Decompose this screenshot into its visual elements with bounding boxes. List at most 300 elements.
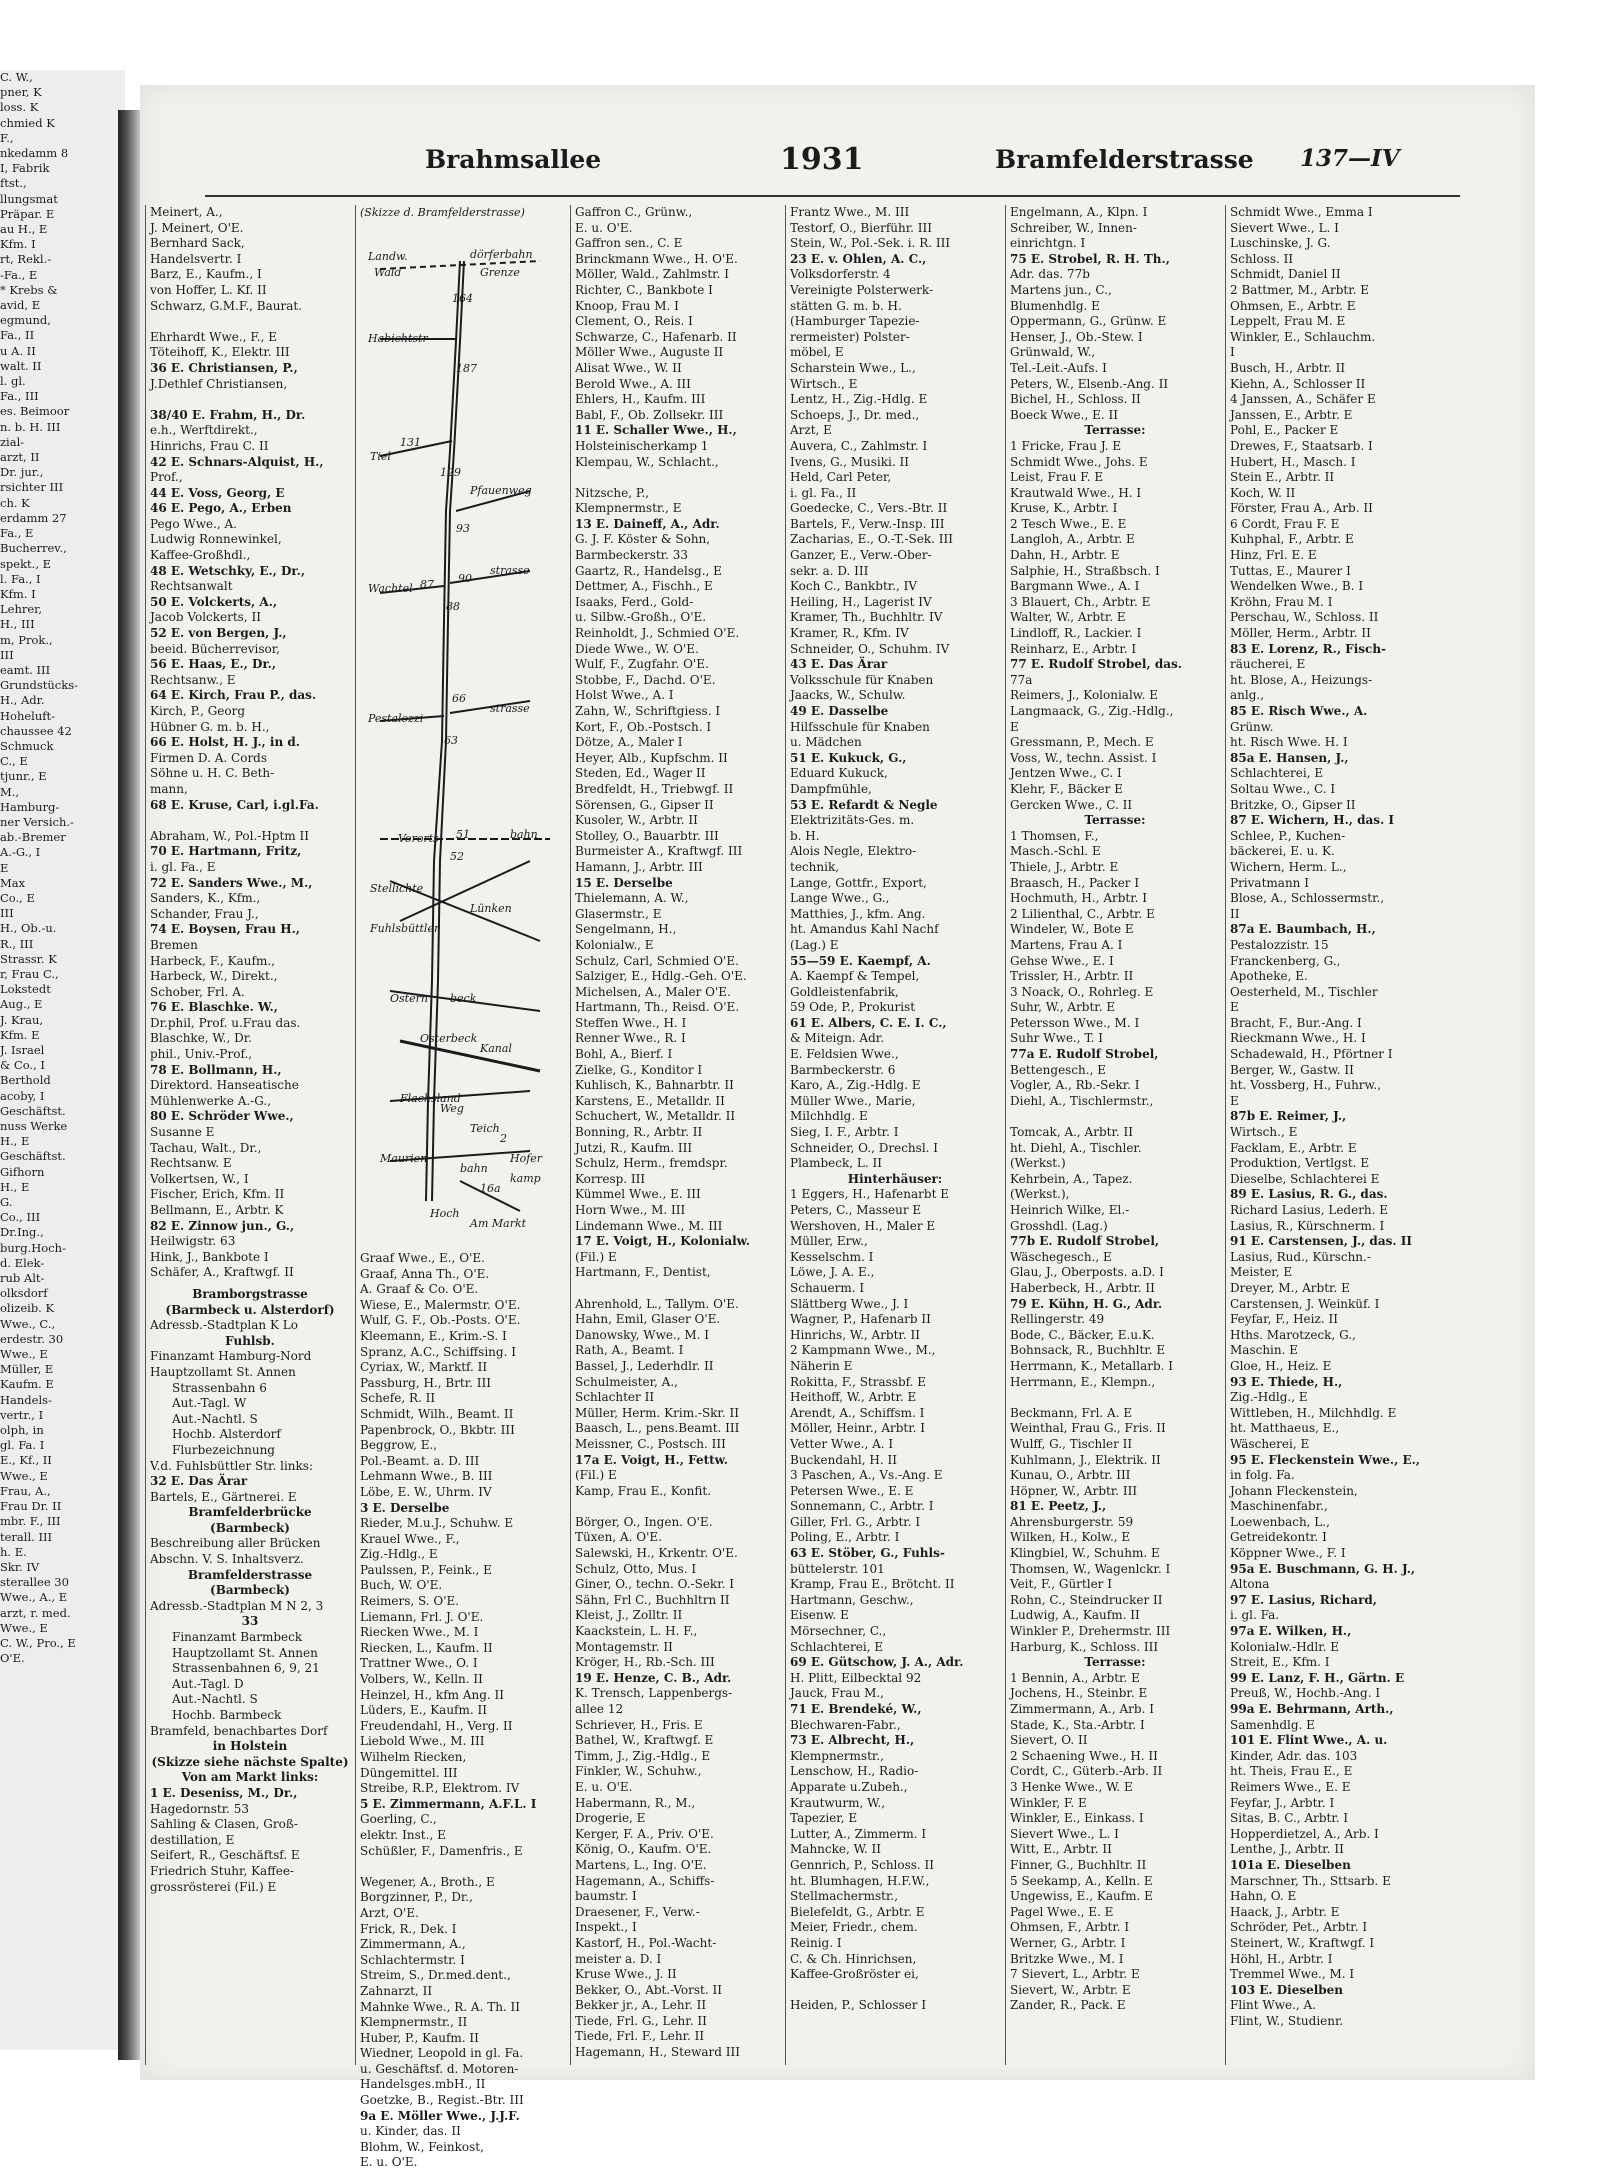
directory-entry: Rechtsanwalt (150, 579, 233, 594)
sketch-label: Landw. (368, 250, 408, 263)
left-page-line: Kfm. I (0, 237, 36, 252)
directory-entry: Windeler, W., Bote E (1010, 922, 1134, 937)
left-page-line: chaussee 42 (0, 723, 72, 738)
directory-entry: Stein, W., Pol.-Sek. i. R. III (790, 236, 951, 251)
column-2-entries (360, 1251, 565, 2171)
directory-entry: E. u. O'E. (360, 2155, 418, 2170)
directory-entry: Sörensen, G., Gipser II (575, 797, 714, 812)
sketch-label: Teich (470, 1122, 500, 1135)
directory-entry: Schüßler, F., Damenfris., E (360, 1843, 523, 1858)
directory-entry: Kramp, Frau E., Brötcht. II (790, 1577, 955, 1592)
directory-entry: Bielefeldt, G., Arbtr. E (790, 1904, 925, 1919)
directory-entry: Petersson Wwe., M. I (1010, 1015, 1140, 1030)
directory-entry: phil., Univ.-Prof., (150, 1047, 253, 1062)
directory-entry: K. Trensch, Lappenbergs- (575, 1686, 733, 1701)
directory-entry: ht. Blumhagen, H.F.W., (790, 1873, 930, 1888)
directory-entry: Abraham, W., Pol.-Hptm II (150, 828, 309, 843)
street-info-line: Bramborgstrasse (192, 1286, 308, 1301)
left-page-line: erdamm 27 (0, 510, 67, 525)
directory-entry: Isaaks, Ferd., Gold- (575, 594, 694, 609)
left-page-line: Berthold (0, 1073, 51, 1088)
left-page-line: ch. K (0, 495, 30, 510)
directory-entry: 53 E. Refardt & Negle (790, 797, 938, 812)
directory-entry: räucherei, E (1230, 657, 1306, 672)
directory-entry: anlg., (1230, 688, 1265, 703)
left-page-line: mbr. F., III (0, 1514, 61, 1529)
directory-entry: Rieder, M.u.J., Schuhw. E (360, 1516, 514, 1531)
directory-entry: Wittleben, H., Milchhdlg. E (1230, 1405, 1397, 1420)
sketch-label: strasse (490, 702, 530, 715)
directory-entry: Kastorf, H., Pol.-Wacht- (575, 1935, 717, 1950)
left-page-line: vertr., I (0, 1407, 44, 1422)
directory-entry: Zig.-Hdlg., E (360, 1547, 438, 1562)
directory-entry: Kramer, R., Kfm. IV (790, 626, 909, 641)
directory-entry: Kunau, O., Arbtr. III (1010, 1468, 1131, 1483)
directory-entry: Lindemann Wwe., M. III (575, 1218, 723, 1233)
directory-entry: Susanne E (150, 1125, 215, 1140)
directory-entry: Schulz, Carl, Schmied O'E. (575, 953, 739, 968)
left-page-line: E (0, 860, 9, 875)
directory-entry: 15 E. Derselbe (575, 875, 673, 890)
directory-entry: 69 E. Gütschow, J. A., Adr. (790, 1655, 964, 1670)
directory-entry: Schulmeister, A., (575, 1374, 678, 1389)
directory-entry: Engelmann, A., Klpn. I (1010, 205, 1148, 219)
directory-entry: Janssen, E., Arbtr. E (1230, 407, 1353, 422)
directory-entry: Rohn, C., Steindrucker II (1010, 1592, 1163, 1607)
directory-entry: Kleist, J., Zolltr. II (575, 1608, 683, 1623)
directory-entry: Bassel, J., Lederhdlr. II (575, 1358, 714, 1373)
directory-entry: 9a E. Möller Wwe., J.J.F. (360, 2108, 520, 2123)
directory-entry: Volksschule für Knaben (790, 672, 934, 687)
left-page-line: Frau Dr. II (0, 1499, 62, 1514)
directory-entry: Höpner, W., Arbtr. III (1010, 1483, 1138, 1498)
directory-entry: Ohmsen, E., Arbtr. E (1230, 298, 1356, 313)
directory-entry (150, 813, 350, 829)
left-page-line: r, Frau C., (0, 966, 59, 981)
directory-entry: Bohl, A., Bierf. I (575, 1047, 673, 1062)
directory-entry: Babl, F., Ob. Zollsekr. III (575, 407, 724, 422)
directory-entry: Drogerie, E (575, 1811, 646, 1826)
directory-entry: Wegener, A., Broth., E (360, 1874, 495, 1889)
directory-entry: Ehrhardt Wwe., F., E (150, 329, 277, 344)
directory-entry: Fischer, Erich, Kfm. II (150, 1187, 285, 1202)
directory-entry: Hinterhäuser: (847, 1171, 943, 1186)
directory-entry: Ludwig Ronnewinkel, (150, 532, 282, 547)
directory-entry: Eisenw. E (790, 1608, 849, 1623)
directory-entry: u. Mädchen (790, 735, 862, 750)
street-info-line: Aut.-Tagl. D (172, 1676, 244, 1691)
directory-entry: Salziger, E., Hdlg.-Geh. O'E. (575, 969, 747, 984)
directory-entry: 5 Seekamp, A., Kelln. E (1010, 1873, 1153, 1888)
directory-entry: Jaacks, W., Schulw. (790, 688, 906, 703)
directory-entry: Volbers, W., Kelln. II (360, 1672, 483, 1687)
directory-entry: Heilwigstr. 63 (150, 1234, 236, 1249)
directory-entry: Hths. Marotzeck, G., (1230, 1327, 1356, 1342)
directory-entry: Zahn, W., Schriftgiess. I (575, 704, 721, 718)
directory-entry: Vogler, A., Rb.-Sekr. I (1010, 1078, 1140, 1093)
directory-entry: Kröhn, Frau M. I (1230, 594, 1333, 609)
directory-entry: Kerger, F. A., Priv. O'E. (575, 1826, 714, 1841)
left-page-line: ner Versich.- (0, 814, 74, 829)
sketch-label: kamp (510, 1172, 541, 1185)
street-info-line: Abschn. V. S. Inhaltsverz. (150, 1552, 304, 1567)
directory-entry: Buckendahl, H. II (790, 1452, 897, 1467)
directory-entry: A. Kaempf & Tempel, (790, 969, 920, 984)
sketch-label: Pestalozzi (368, 712, 424, 725)
left-page-line: Dr. jur., (0, 465, 44, 480)
left-page-line: O'E. (0, 1651, 25, 1666)
directory-entry: Müller, Erw., (790, 1234, 868, 1249)
directory-entry: Hink, J., Bankbote I (150, 1249, 269, 1264)
directory-entry: Knoop, Frau M. I (575, 298, 679, 313)
left-page-line: -Fa., E (0, 267, 38, 282)
directory-entry: Sonnemann, C., Arbtr. I (790, 1499, 934, 1514)
directory-entry: Perschau, W., Schloss. II (1230, 610, 1379, 625)
directory-entry: Lehmann Wwe., B. III (360, 1469, 493, 1484)
street-info-line: 33 (241, 1614, 259, 1629)
left-page-line: avid, E (0, 298, 41, 313)
directory-entry: Wulf, F., Zugfahr. O'E. (575, 657, 709, 672)
directory-entry: Terrasse: (1084, 423, 1146, 438)
directory-entry: Näherin E (790, 1358, 853, 1373)
directory-page (140, 85, 1535, 2170)
sketch-label: 16a (480, 1182, 501, 1195)
directory-entry: Salewski, H., Krkentr. O'E. (575, 1546, 738, 1561)
directory-entry: 103 E. Dieselben (1230, 1982, 1344, 1997)
directory-entry: 72 E. Sanders Wwe., M., (150, 875, 313, 890)
street-info-line: Bramfeld, benachbartes Dorf (150, 1723, 328, 1738)
street-info-line: Hauptzollamt St. Annen (150, 1364, 296, 1379)
directory-entry: Jochens, H., Steinbr. E (1010, 1686, 1148, 1701)
directory-entry: Lange, Gottfr., Export, (790, 875, 927, 890)
directory-entry: Wilhelm Riecken, (360, 1750, 467, 1764)
directory-entry: Löwe, J. A. E., (790, 1265, 875, 1280)
directory-entry: Wäschegesch., E (1010, 1249, 1112, 1264)
directory-entry: Arendt, A., Schiffsm. I (790, 1405, 925, 1420)
directory-entry: 87 E. Wichern, H., das. I (1230, 813, 1395, 828)
directory-entry: Held, Carl Peter, (790, 470, 892, 485)
left-page-line: Skr. IV (0, 1559, 40, 1574)
directory-entry: Handelsvertr. I (150, 251, 242, 266)
directory-entry: Riecken Wwe., M. I (360, 1625, 479, 1640)
directory-entry: 93 E. Thiede, H., (1230, 1374, 1343, 1389)
directory-entry: Feyfar, F., Heiz. II (1230, 1312, 1338, 1327)
directory-entry: Flint, W., Studienr. (1230, 2013, 1344, 2028)
directory-entry: H. Plitt, Eilbecktal 92 (790, 1670, 922, 1685)
directory-entry: Möller, Heinr., Arbtr. I (790, 1421, 926, 1436)
directory-entry: Gehse Wwe., E. I (1010, 953, 1114, 968)
directory-entry: C. & Ch. Hinrichsen, (790, 1951, 917, 1966)
street-info-line: Aut.-Tagl. W (172, 1396, 247, 1411)
directory-entry: Kamp, Frau E., Konfit. (575, 1483, 712, 1498)
left-page-line: Strassr. K (0, 951, 57, 966)
directory-entry: 64 E. Kirch, Frau P., das. (150, 688, 317, 703)
directory-entry: Pego Wwe., A. (150, 516, 237, 531)
sketch-label: Tiel (370, 450, 391, 463)
left-page-line: Handels- (0, 1392, 52, 1407)
directory-entry: Kröger, H., Rb.-Sch. III (575, 1655, 715, 1670)
directory-entry: Cyriax, W., Marktf. II (360, 1360, 488, 1375)
directory-entry: Lentz, H., Zig.-Hdlg. E (790, 392, 928, 407)
directory-entry: Beggrow, E., (360, 1438, 438, 1453)
directory-entry: Renner Wwe., R. I (575, 1031, 686, 1046)
street-info-line: Seifert, R., Geschäftsf. E (150, 1848, 300, 1863)
directory-entry: Salphie, H., Straßbsch. I (1010, 563, 1160, 578)
directory-entry: Schröder, Pet., Arbtr. I (1230, 1920, 1368, 1935)
directory-entry: Hagemann, A., Schiffs- (575, 1873, 715, 1888)
directory-entry: Scharstein Wwe., L., (790, 360, 916, 375)
left-page-line: nuss Werke (0, 1119, 68, 1134)
directory-entry: Grosshdl. (Lag.) (1010, 1218, 1108, 1233)
directory-entry: Schober, Frl. A. (150, 984, 245, 999)
directory-entry: Graaf, Anna Th., O'E. (360, 1266, 490, 1281)
directory-entry: allee 12 (575, 1702, 624, 1716)
street-info-line: grossrösterei (Fil.) E (150, 1879, 277, 1894)
left-page-line: olph, in (0, 1423, 44, 1438)
directory-entry: 79 E. Kühn, H. G., Adr. (1010, 1296, 1163, 1311)
directory-entry: 23 E. v. Ohlen, A. C., (790, 251, 927, 266)
left-page-line: chmied K (0, 115, 55, 130)
directory-entry: e.h., Werftdirekt., (150, 423, 258, 438)
directory-entry: Zig.-Hdlg., E (1230, 1390, 1308, 1405)
directory-entry: 55—59 E. Kaempf, A. (790, 953, 931, 968)
directory-entry: Schadewald, H., Pförtner I (1230, 1047, 1393, 1062)
directory-entry: Krauel Wwe., F., (360, 1531, 460, 1546)
left-page-line: erdestr. 30 (0, 1331, 64, 1346)
directory-entry: Martens, L., Ing. O'E. (575, 1857, 707, 1872)
directory-entry: Rath, A., Beamt. I (575, 1343, 684, 1358)
directory-entry: I (1230, 345, 1235, 360)
directory-entry: 68 E. Kruse, Carl, i.gl.Fa. (150, 797, 319, 812)
directory-entry: Schriever, H., Fris. E (575, 1717, 703, 1732)
left-page-line: loss. K (0, 100, 39, 115)
left-page-line: C., E (0, 754, 28, 769)
directory-entry: ht. Matthaeus, E., (1230, 1421, 1340, 1436)
directory-entry: Karstens, E., Metalldr. II (575, 1093, 725, 1108)
directory-entry: Richter, C., Bankbote I (575, 282, 713, 297)
directory-entry: Wäscherei, E (1230, 1436, 1310, 1451)
directory-entry: Loewenbach, L., (1230, 1514, 1330, 1529)
directory-entry: Hilfsschule für Knaben (790, 719, 930, 734)
directory-entry: Goetzke, B., Regist.-Btr. III (360, 2093, 524, 2108)
directory-entry: 89 E. Lasius, R. G., das. (1230, 1187, 1388, 1202)
directory-entry: Dötze, A., Maler I (575, 735, 683, 750)
directory-entry: Soltau Wwe., C. I (1230, 781, 1336, 796)
directory-entry: Sievert, O. II (1010, 1733, 1088, 1748)
directory-entry: E. u. O'E. (575, 1779, 633, 1794)
directory-entry: 97 E. Lasius, Richard, (1230, 1592, 1377, 1607)
directory-entry: Testorf, O., Bierführ. III (790, 220, 932, 235)
directory-entry: Harbeck, W., Direkt., (150, 969, 278, 984)
directory-entry: Terrasse: (1084, 1655, 1146, 1670)
directory-entry: 76 E. Blaschke. W., (150, 1000, 278, 1015)
directory-entry: Hubert, H., Masch. I (1230, 454, 1356, 469)
directory-entry: Börger, O., Ingen. O'E. (575, 1514, 713, 1529)
directory-entry: Frick, R., Dek. I (360, 1921, 457, 1936)
directory-entry: Rellingerstr. 49 (1010, 1312, 1105, 1327)
directory-entry: Reinig. I (790, 1935, 842, 1950)
directory-entry: (Fil.) E (575, 1468, 617, 1483)
directory-entry: 101a E. Dieselben (1230, 1857, 1351, 1872)
directory-entry: 42 E. Schnars-Alquist, H., (150, 454, 324, 469)
left-page-line: ab.-Bremer (0, 830, 66, 845)
directory-entry: Kusoler, W., Arbtr. II (575, 813, 698, 828)
directory-entry: Schloss. II (1230, 251, 1294, 266)
directory-entry: Terrasse: (1084, 813, 1146, 828)
directory-entry: Schreiber, W., Innen- (1010, 220, 1137, 235)
directory-entry: Thomsen, W., Wagenlckr. I (1010, 1561, 1171, 1576)
directory-entry: Schlachterei, E (790, 1639, 884, 1654)
directory-entry: Sanders, K., Kfm., (150, 891, 261, 906)
directory-entry: Oppermann, G., Grünw. E (1010, 314, 1167, 329)
directory-entry: Klehr, F., Bäcker E (1010, 781, 1123, 796)
directory-entry: 3 Paschen, A., Vs.-Ang. E (790, 1468, 943, 1483)
directory-entry: Facklam, E., Arbtr. E (1230, 1140, 1357, 1155)
directory-entry: 3 E. Derselbe (360, 1500, 450, 1515)
directory-entry: Baasch, L., pens.Beamt. III (575, 1421, 740, 1436)
directory-entry: 2 Tesch Wwe., E. E (1010, 516, 1127, 531)
directory-entry: Trattner Wwe., O. I (360, 1656, 478, 1671)
column-5-entries (1010, 205, 1220, 2014)
directory-entry: Riecken, L., Kaufm. II (360, 1640, 493, 1655)
directory-entry: Britzke, O., Gipser II (1230, 797, 1356, 812)
sketch-label: Hofer (510, 1152, 543, 1165)
directory-entry (150, 314, 350, 330)
directory-entry: 5 E. Zimmermann, A.F.L. I (360, 1796, 537, 1811)
directory-entry: Hagemann, H., Steward III (575, 2045, 740, 2060)
left-page-line: sterallee 30 (0, 1575, 69, 1590)
directory-entry: Bettengesch., E (1010, 1062, 1106, 1077)
directory-entry: Winkler, E., Einkass. I (1010, 1811, 1144, 1826)
directory-entry: Prof., (150, 470, 183, 485)
left-page-line: Grundstücks- (0, 678, 78, 693)
directory-entry: Krautwurm, W., (790, 1795, 886, 1810)
directory-entry (360, 1859, 565, 1875)
left-page-line: H., Ob.-u. (0, 921, 57, 936)
directory-entry: Gressmann, P., Mech. E (1010, 735, 1154, 750)
directory-entry: Hahn, Emil, Glaser O'E. (575, 1312, 721, 1327)
sketch-label: Wald (374, 266, 402, 279)
directory-entry: Bichel, H., Schloss. II (1010, 392, 1141, 407)
directory-entry: 48 E. Wetschky, E., Dr., (150, 563, 305, 578)
directory-entry: Ohmsen, F., Arbtr. I (1010, 1920, 1130, 1935)
directory-entry: (Fil.) E (575, 1249, 617, 1264)
directory-entry: Schmidt Wwe., Johs. E (1010, 454, 1148, 469)
directory-entry: 77a (1010, 672, 1033, 687)
directory-entry (1010, 1390, 1220, 1406)
directory-entry: Reimers, J., Kolonialw. E (1010, 688, 1159, 703)
directory-entry: Gloe, H., Heiz. E (1230, 1358, 1332, 1373)
directory-entry: Apparate u.Zubeh., (790, 1779, 908, 1794)
left-page-line: egmund, (0, 313, 51, 328)
directory-entry: Krautwald Wwe., H. I (1010, 485, 1142, 500)
left-page-line: G. (0, 1195, 13, 1210)
directory-entry: u. Kinder, das. II (360, 2124, 461, 2139)
directory-entry: Lasius, Rud., Kürschn.- (1230, 1249, 1371, 1264)
directory-entry: 17 E. Voigt, H., Kolonialw. (575, 1234, 750, 1249)
directory-entry: büttelerstr. 101 (790, 1561, 885, 1576)
directory-entry: in folg. Fa. (1230, 1468, 1295, 1483)
directory-entry: 82 E. Zinnow jun., G., (150, 1218, 295, 1233)
directory-entry: u. Silbw.-Großh., O'E. (575, 610, 707, 625)
directory-entry: Möller Wwe., Auguste II (575, 345, 724, 360)
directory-entry: Apotheke, E. (1230, 969, 1308, 984)
directory-entry: Lange Wwe., G., (790, 891, 890, 906)
directory-entry: Kolonialw.-Hdlr. E (1230, 1639, 1339, 1654)
directory-entry: ht. Risch Wwe. H. I (1230, 735, 1348, 750)
directory-entry: beeid. Bücherrevisor, (150, 641, 280, 656)
directory-entry: Kaackstein, L. H. F., (575, 1624, 698, 1639)
header-street-right: Bramfelderstrasse (995, 145, 1254, 174)
directory-entry: Tachau, Walt., Dr., (150, 1140, 262, 1155)
left-page-line: tjunr., E (0, 769, 47, 784)
sketch-label: Pfauenweg (470, 484, 532, 497)
directory-entry: E. u. O'E. (575, 220, 633, 235)
street-info-line: Finanzamt Barmbeck (172, 1630, 303, 1645)
directory-entry: möbel, E (790, 345, 844, 360)
directory-entry: Köppner Wwe., F. I (1230, 1546, 1346, 1561)
directory-entry: Kuhlisch, K., Bahnarbtr. II (575, 1078, 734, 1093)
directory-entry: Koch, W. II (1230, 485, 1296, 500)
directory-entry: Grünw. (1230, 719, 1274, 734)
directory-entry: Spranz, A.C., Schiffsing. I (360, 1344, 516, 1359)
directory-entry: Bonning, R., Arbtr. II (575, 1125, 703, 1140)
directory-entry: Zacharias, E., O.-T.-Sek. III (790, 532, 953, 547)
directory-entry: Steden, Ed., Wager II (575, 766, 706, 781)
street-info-line: Sahling & Clasen, Groß- (150, 1817, 298, 1832)
directory-entry: Kruse Wwe., J. II (575, 1967, 677, 1982)
sketch-label: 187 (456, 362, 477, 375)
directory-entry: Ahrenhold, L., Tallym. O'E. (575, 1296, 739, 1311)
directory-entry: Martens, Frau A. I (1010, 937, 1123, 952)
directory-entry: Schefe, R. II (360, 1391, 436, 1406)
street-info-line: 32 E. Das Ärar (150, 1474, 248, 1489)
directory-entry: 87a E. Baumbach, H., (1230, 922, 1376, 937)
directory-entry: 3 Blauert, Ch., Arbtr. E (1010, 594, 1151, 609)
street-info-line: (Barmbeck) (210, 1583, 290, 1598)
sketch-label: 52 (450, 850, 464, 863)
directory-entry: Glasermstr., E (575, 906, 662, 921)
directory-entry: Mörsechner, C., (790, 1624, 887, 1639)
directory-entry: Schlachtermstr. I (360, 1952, 465, 1967)
directory-entry: Liemann, Frl. J. O'E. (360, 1609, 484, 1624)
directory-entry: 71 E. Brendeké, W., (790, 1702, 922, 1716)
directory-entry: E (1230, 1093, 1239, 1108)
left-page-line: burg.Hoch- (0, 1240, 66, 1255)
directory-entry: 3 Henke Wwe., W. E (1010, 1779, 1133, 1794)
directory-entry: Masch.-Schl. E (1010, 844, 1101, 859)
left-page-line: Kaufm. E (0, 1377, 54, 1392)
sketch-label: Am Markt (470, 1217, 527, 1230)
left-page-line: au H., E (0, 222, 48, 237)
column-6 (1225, 205, 1450, 2065)
directory-entry: Marschner, Th., Sttsarb. E (1230, 1873, 1391, 1888)
street-info-line: Hochb. Barmbeck (172, 1708, 282, 1722)
directory-entry: Brinckmann Wwe., H. O'E. (575, 251, 738, 266)
directory-entry: Heinrich Wilke, El.- (1010, 1203, 1130, 1217)
directory-entry: Kinder, Adr. das. 103 (1230, 1748, 1358, 1763)
directory-entry: Holst Wwe., A. I (575, 688, 674, 703)
directory-entry: Bremen (150, 937, 198, 952)
sketch-label: 129 (440, 466, 461, 479)
directory-entry: Stade, K., Sta.-Arbtr. I (1010, 1717, 1145, 1732)
left-page-line: Wwe., E (0, 1468, 48, 1483)
left-page-line: Fa., III (0, 389, 39, 404)
directory-entry: Barz, E., Kaufm., I (150, 267, 262, 282)
sketch-label: Fuhlsbüttler (370, 922, 440, 935)
directory-entry: Maschin. E (1230, 1343, 1299, 1358)
directory-entry: Jauck, Frau M., (790, 1686, 884, 1701)
